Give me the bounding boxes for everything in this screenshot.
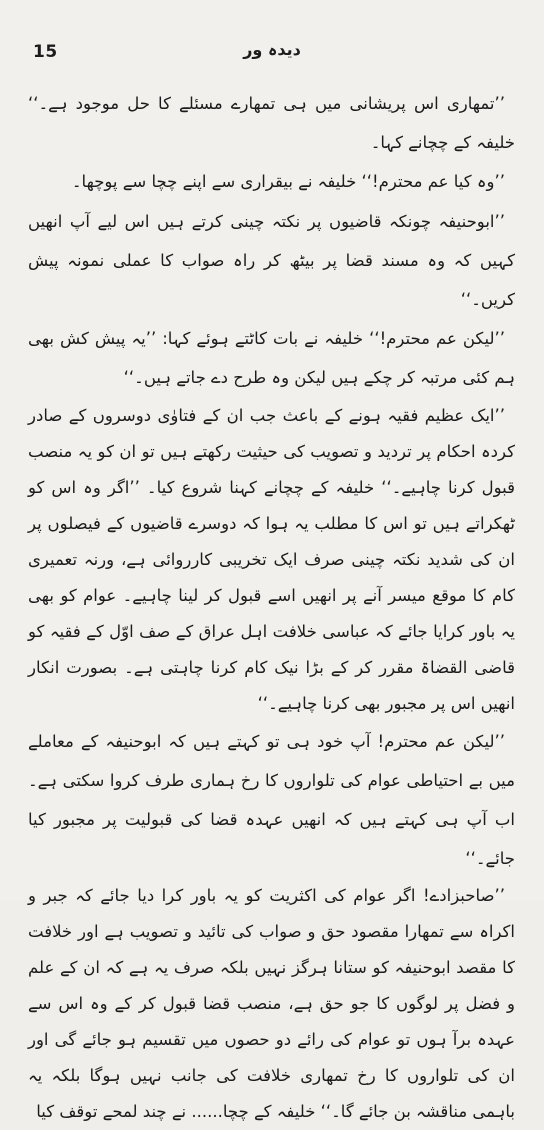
paragraph: ’’تمھاری اس پریشانی میں ہی تمھارے مسئلے کا حل موجود ہے۔‘‘ خلیفہ کے چچانے کہا۔: [28, 94, 515, 153]
paragraph: ’’ابوحنیفہ چونکہ قاضیوں پر نکتہ چینی کرتے ہیں اس لیے آپ انھیں کہیں کہ وہ مسند قضا پر بیٹھ کر راہ صواب کا عملی نمونہ پیش کریں۔‘‘: [28, 211, 515, 310]
running-head: دیدہ ور: [243, 40, 301, 59]
paragraph: ’’ایک عظیم فقیہ ہونے کے باعث جب ان کے فتاوٰی دوسروں کے صادر کردہ احکام پر تردید و تصویب کی حیثیت رکھتے ہیں تو ان کو یہ منصب قبول کرنا چاہیے۔‘‘ خلیفہ کے چچانے کہنا شروع کیا۔ ’’اگر وہ اس کو ٹھکراتے ہیں تو اس کا مطلب یہ ہوا کہ دوسرے قاضیوں کے فیصلوں پر ان کی شدید نکتہ چینی صرف ایک تخریبی کارروائی ہے، ورنہ تعمیری کام کا موقع میسر آنے پر انھیں اسے قبول کر لینا چاہیے۔ عوام کو بھی یہ باور کرایا جائے کہ عباسی خلافت اہل عراق کے صف اوّل کے فقیہ کو قاضی القضاۃ مقرر کر کے بڑا نیک کام کرنا چاہتی ہے۔ بصورت انکار انھیں اس پر مجبور بھی کرنا چاہیے۔‘‘: [28, 405, 515, 713]
paragraph: ’’صاحبزادے! اگر عوام کی اکثریت کو یہ باور کرا دیا جائے کہ جبر و اکراہ سے تمھارا مقصود حق و صواب کی تائید و تصویب ہے اور خلافت کا مقصد ابوحنیفہ کو ستانا ہرگز نہیں بلکہ صرف یہ ہے کہ ان کے علم و فضل پر لوگوں کا جو حق ہے، منصب قضا قبول کر کے وہ اس سے عہدہ برآ ہوں تو عوام کی رائے دو حصوں میں تقسیم ہو جائے گی اور ان کی تلواروں کا رخ تمھاری خلافت کی جانب نہیں ہوگا بلکہ یہ باہمی مناقشہ بن جائے گا۔‘‘ خلیفہ کے چچا...... نے چند لمحے توقف کیا: [28, 886, 515, 1122]
body-text: [28, 84, 515, 1130]
page-number: 15: [33, 42, 58, 62]
paragraph: ’’لیکن عم محترم!‘‘ خلیفہ نے بات کاٹتے ہوئے کہا: ’’یہ پیش کش بھی ہم کئی مرتبہ کر چکے ہیں لیکن وہ طرح دے جاتے ہیں۔‘‘: [28, 329, 515, 388]
paragraph: ’’وہ کیا عم محترم!‘‘ خلیفہ نے بیقراری سے اپنے چچا سے پوچھا۔: [71, 172, 505, 192]
paragraph: ’’لیکن عم محترم! آپ خود ہی تو کہتے ہیں کہ ابوحنیفہ کے معاملے میں بے احتیاطی عوام کی تلواروں کا رخ ہماری طرف کروا سکتی ہے۔ اب آپ ہی کہتے ہیں کہ انھیں عہدہ قضا کی قبولیت پر مجبور کیا جائے۔‘‘: [28, 731, 515, 869]
